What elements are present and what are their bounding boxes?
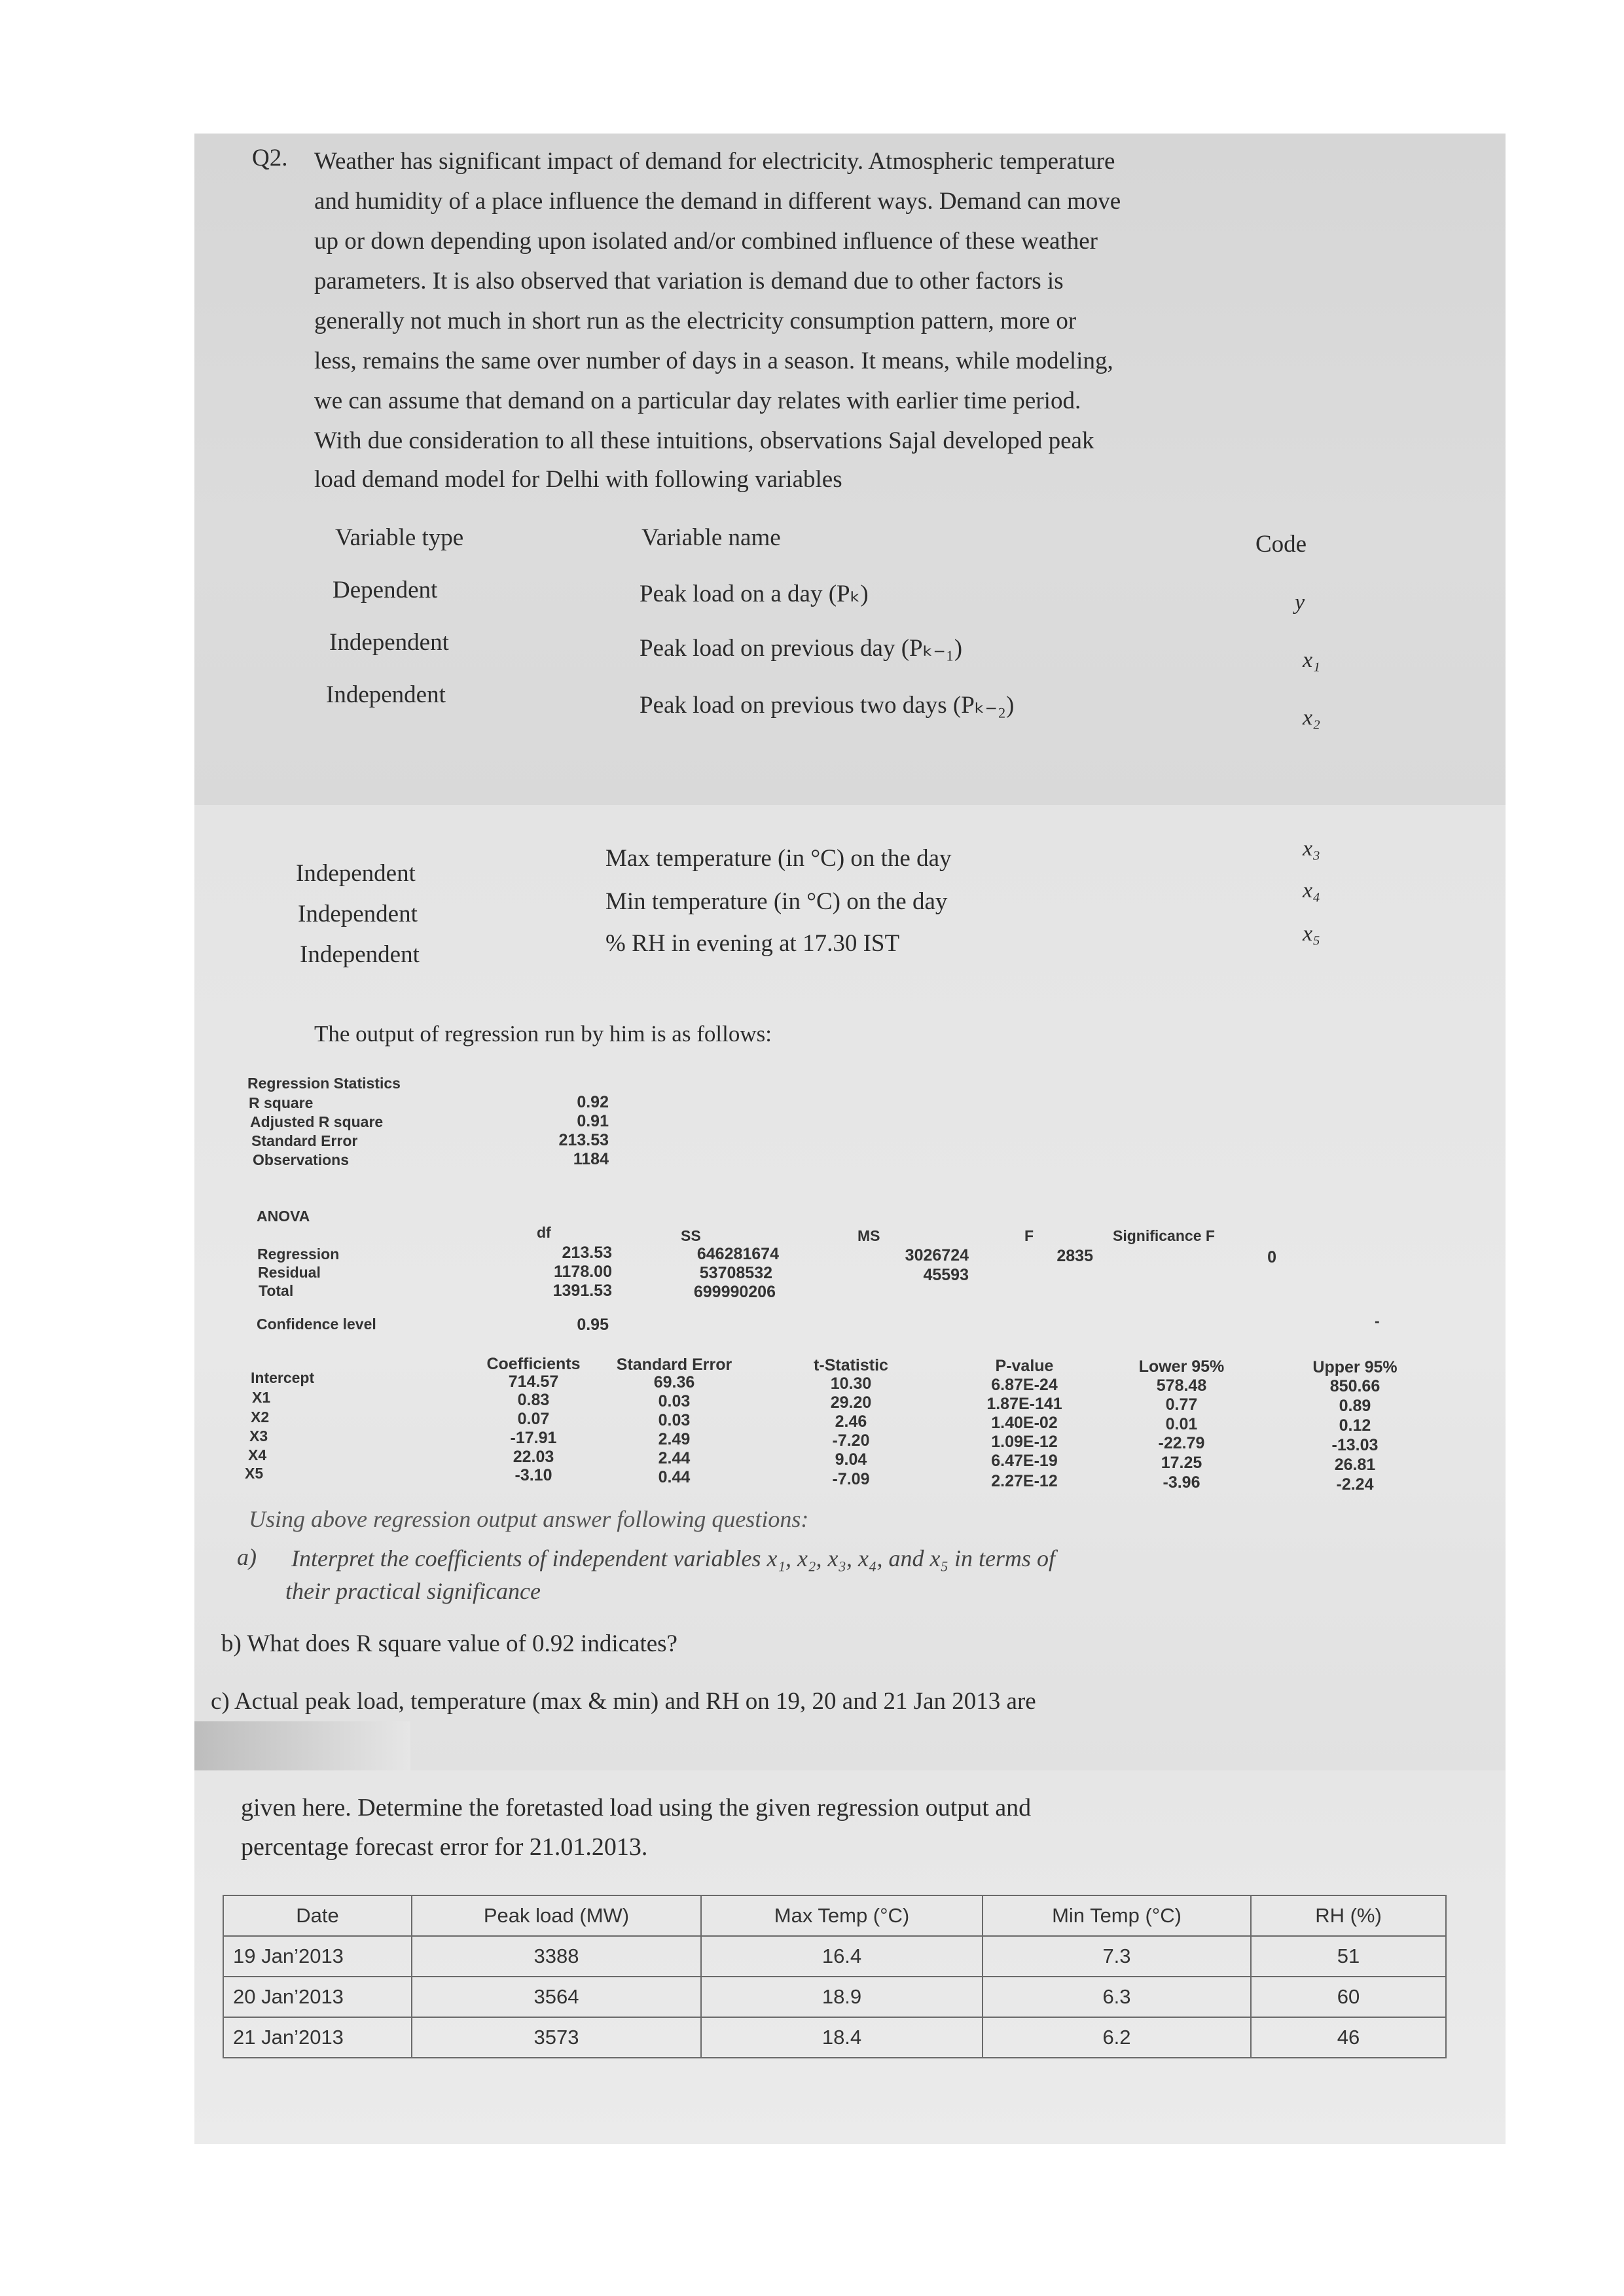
coef-value: 0.89 [1339,1397,1371,1415]
questions-intro: Using above regression output answer following questions: [249,1506,809,1532]
confidence-value: 0.95 [577,1316,609,1334]
coef-value: -7.20 [832,1431,870,1450]
table-row [223,1936,1446,1977]
coef-value: 578.48 [1156,1376,1207,1395]
table-cell: 51 [1251,1936,1446,1977]
stat-label: Observations [253,1151,349,1168]
stat-value: 0.91 [577,1112,609,1130]
variables-header-type: Variable type [335,524,464,551]
question-line: up or down depending upon isolated and/or combined influence of these weather [314,228,1098,255]
table-cell: 18.9 [701,1977,983,2017]
variable-type: Independent [329,629,449,656]
coef-row-label: X3 [249,1427,268,1444]
anova-header: MS [857,1227,880,1244]
question-c-line: given here. Determine the foretasted load using the given regression output and [241,1794,1032,1821]
variable-name: % RH in evening at 17.30 IST [605,930,900,957]
variable-code: x₃ [1303,836,1320,861]
question-line: With due consideration to all these intuitions, observations Sajal developed peak [314,427,1094,454]
coef-header: Upper 95% [1312,1358,1398,1376]
table-cell: 3388 [412,1936,701,1977]
variable-code: x₄ [1303,878,1320,903]
variables-header-code: Code [1255,531,1307,558]
question-a-line: Interpret the coefficients of independent variables x₁, x₂, x₃, x₄, and x₅ in terms of [291,1545,1055,1571]
variable-code: y [1295,590,1305,615]
coef-value: 1.87E-141 [986,1395,1062,1413]
photo-shadow [194,1721,410,1774]
coef-value: 0.03 [658,1411,691,1429]
anova-header: SS [681,1227,701,1244]
regression-stats-title: Regression Statistics [247,1075,401,1092]
coef-value: 29.20 [830,1393,872,1412]
variable-type: Independent [296,860,416,887]
table-cell: 7.3 [983,1936,1251,1977]
anova-header: F [1024,1227,1034,1244]
question-c-line: percentage forecast error for 21.01.2013. [241,1833,648,1861]
coef-value: 2.49 [658,1430,691,1448]
coef-value: 0.07 [517,1410,550,1428]
anova-ss: 53708532 [699,1264,772,1282]
table-header: RH (%) [1251,1895,1446,1936]
coef-value: -17.91 [510,1429,557,1447]
table-cell: 60 [1251,1977,1446,2017]
question-a-line: their practical significance [285,1578,541,1604]
table-header-row [223,1895,1446,1936]
table-cell: 46 [1251,2017,1446,2058]
coef-value: 0.03 [658,1392,691,1410]
table-header: Min Temp (°C) [983,1895,1251,1936]
question-line: Weather has significant impact of demand for electricity. Atmospheric temperature [314,148,1115,175]
variable-name: Peak load on a day (Pₖ) [640,581,869,607]
table-cell: 16.4 [701,1936,983,1977]
variable-type: Independent [326,681,446,708]
coef-row-label: X1 [252,1389,271,1406]
coef-value: 6.87E-24 [991,1376,1058,1394]
coef-value: 10.30 [830,1374,872,1393]
variable-name: Min temperature (in °C) on the day [605,888,948,915]
confidence-dash: - [1375,1312,1380,1329]
load-data-table [223,1895,1447,2058]
variables-header-name: Variable name [641,524,781,551]
coef-value: 2.27E-12 [991,1472,1058,1490]
coef-row-label: X2 [251,1408,270,1426]
coef-value: 2.44 [658,1449,691,1467]
table-cell: 21 Jan’2013 [223,2017,412,2058]
table-header: Peak load (MW) [412,1895,701,1936]
coef-value: 714.57 [508,1372,559,1391]
variable-type: Dependent [333,577,438,603]
coef-value: 2.46 [835,1412,867,1431]
coef-value: 0.01 [1165,1415,1198,1433]
variable-code: x₂ [1303,706,1320,730]
coef-value: -7.09 [832,1470,870,1488]
question-line: parameters. It is also observed that variation is demand due to other factors is [314,268,1064,295]
coef-value: 1.40E-02 [991,1414,1058,1432]
coef-value: -13.03 [1331,1436,1379,1454]
coef-header: Lower 95% [1138,1357,1225,1376]
table-cell: 3573 [412,2017,701,2058]
table-cell: 6.3 [983,1977,1251,2017]
anova-sig: 0 [1267,1248,1276,1266]
coef-value: 850.66 [1329,1377,1380,1395]
anova-df: 1178.00 [554,1263,612,1281]
coef-value: 17.25 [1161,1454,1202,1472]
question-line: generally not much in short run as the electricity consumption pattern, more or [314,308,1077,334]
coef-row-label: X5 [245,1465,264,1482]
anova-row-label: Residual [258,1264,321,1281]
stat-label: Standard Error [251,1132,358,1149]
table-cell: 6.2 [983,2017,1251,2058]
coef-value: -22.79 [1158,1434,1205,1452]
question-number: Q2. [252,145,288,171]
coef-header: Coefficients [486,1355,581,1373]
variable-name: Peak load on previous two days (Pₖ₋₂) [640,692,1015,719]
variable-name: Max temperature (in °C) on the day [605,845,952,872]
anova-ss: 646281674 [696,1245,779,1263]
coef-value: 9.04 [835,1450,867,1469]
coef-header: Standard Error [616,1355,732,1374]
coef-value: 22.03 [513,1448,554,1466]
confidence-label: Confidence level [257,1316,376,1333]
variable-code: x₅ [1303,922,1320,946]
table-cell: 18.4 [701,2017,983,2058]
variable-code: x₁ [1303,648,1320,672]
coef-value: -3.10 [514,1466,552,1484]
coef-value: 0.44 [658,1468,691,1486]
table-header: Date [223,1895,412,1936]
stat-value: 213.53 [558,1131,609,1149]
coef-value: 0.83 [517,1391,550,1409]
coef-value: 0.12 [1339,1416,1371,1435]
table-header: Max Temp (°C) [701,1895,983,1936]
coef-header: P-value [995,1357,1054,1375]
coef-row-label: Intercept [251,1369,315,1386]
coef-value: 1.09E-12 [991,1433,1058,1451]
question-line: load demand model for Delhi with following variables [314,466,842,493]
anova-header: Significance F [1113,1227,1215,1244]
coef-value: 6.47E-19 [991,1452,1058,1470]
question-line: and humidity of a place influence the demand in different ways. Demand can move [314,188,1121,215]
coef-value: 69.36 [653,1373,695,1391]
regression-intro: The output of regression run by him is as follows: [314,1021,772,1047]
anova-ms: 3026724 [905,1246,969,1265]
coef-value: -3.96 [1163,1473,1200,1492]
stat-label: R square [249,1094,314,1111]
anova-df: 213.53 [562,1244,612,1262]
coef-value: -2.24 [1336,1475,1374,1494]
question-line: less, remains the same over number of days in a season. It means, while modeling, [314,348,1113,374]
anova-ss: 699990206 [693,1283,776,1301]
variable-type: Independent [298,901,418,927]
anova-row-label: Total [259,1282,294,1299]
coef-header: t-Statistic [814,1356,888,1374]
table-cell: 20 Jan’2013 [223,1977,412,2017]
table-row [223,1977,1446,2017]
coef-value: 0.77 [1165,1395,1198,1414]
stat-label: Adjusted R square [250,1113,384,1130]
anova-row-label: Regression [257,1246,340,1263]
variable-name: Peak load on previous day (Pₖ₋₁) [640,635,963,662]
question-a-label: a) [237,1544,257,1570]
coef-value: 26.81 [1334,1456,1376,1474]
anova-header: df [537,1224,551,1241]
question-line: we can assume that demand on a particular day relates with earlier time period. [314,387,1081,414]
table-cell: 3564 [412,1977,701,2017]
table-cell: 19 Jan’2013 [223,1936,412,1977]
anova-title: ANOVA [257,1208,310,1225]
table-row [223,2017,1446,2058]
question-b: b) What does R square value of 0.92 indicates? [221,1630,677,1657]
coef-row-label: X4 [248,1446,267,1463]
anova-f: 2835 [1056,1247,1093,1265]
anova-df: 1391.53 [552,1282,612,1300]
question-c-line: c) Actual peak load, temperature (max & min) and RH on 19, 20 and 21 Jan 2013 are [211,1688,1036,1715]
stat-value: 0.92 [577,1093,609,1111]
variable-type: Independent [300,941,420,968]
anova-ms: 45593 [923,1266,969,1284]
stat-value: 1184 [573,1150,609,1168]
